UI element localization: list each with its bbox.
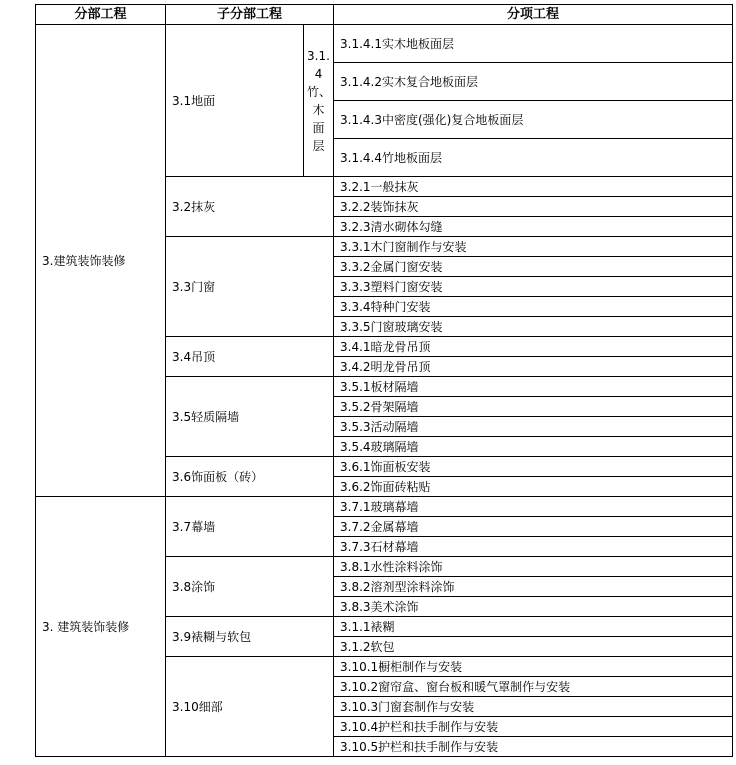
division-cell: 3. 建筑装饰装修 — [36, 497, 166, 757]
item-cell: 3.1.4.2实木复合地板面层 — [334, 63, 733, 101]
item-cell: 3.2.1一般抹灰 — [334, 177, 733, 197]
header-item: 分项工程 — [334, 5, 733, 25]
item-cell: 3.8.1水性涂料涂饰 — [334, 557, 733, 577]
subdivision-cell: 3.6饰面板（砖） — [166, 457, 334, 497]
item-cell: 3.5.3活动隔墙 — [334, 417, 733, 437]
item-cell: 3.3.1木门窗制作与安装 — [334, 237, 733, 257]
item-cell: 3.4.2明龙骨吊顶 — [334, 357, 733, 377]
item-cell: 3.7.3石材幕墙 — [334, 537, 733, 557]
table-row — [36, 497, 733, 517]
subdivision-cell: 3.4吊顶 — [166, 337, 334, 377]
item-cell: 3.7.2金属幕墙 — [334, 517, 733, 537]
item-cell: 3.5.4玻璃隔墙 — [334, 437, 733, 457]
item-cell: 3.8.2溶剂型涂料涂饰 — [334, 577, 733, 597]
subdivision-cell: 3.2抹灰 — [166, 177, 334, 237]
item-cell: 3.5.2骨架隔墙 — [334, 397, 733, 417]
subdivision-cell: 3.9裱糊与软包 — [166, 617, 334, 657]
item-cell: 3.3.5门窗玻璃安装 — [334, 317, 733, 337]
table-body — [36, 5, 733, 757]
item-cell: 3.5.1板材隔墙 — [334, 377, 733, 397]
item-cell: 3.4.1暗龙骨吊顶 — [334, 337, 733, 357]
item-cell: 3.10.3门窗套制作与安装 — [334, 697, 733, 717]
item-cell: 3.1.4.4竹地板面层 — [334, 139, 733, 177]
item-cell: 3.1.2软包 — [334, 637, 733, 657]
sub-subdivision-cell: 3.1.4竹、木面层 — [304, 25, 334, 177]
item-cell: 3.1.1裱糊 — [334, 617, 733, 637]
subdivision-cell: 3.10细部 — [166, 657, 334, 757]
subdivision-cell: 3.8涂饰 — [166, 557, 334, 617]
item-cell: 3.8.3美术涂饰 — [334, 597, 733, 617]
item-cell: 3.6.1饰面板安装 — [334, 457, 733, 477]
item-cell: 3.3.4特种门安装 — [334, 297, 733, 317]
item-cell: 3.7.1玻璃幕墙 — [334, 497, 733, 517]
item-cell: 3.10.4护栏和扶手制作与安装 — [334, 717, 733, 737]
division-table — [35, 4, 733, 757]
item-cell: 3.1.4.1实木地板面层 — [334, 25, 733, 63]
header-division: 分部工程 — [36, 5, 166, 25]
subdivision-cell: 3.5轻质隔墙 — [166, 377, 334, 457]
item-cell: 3.10.2窗帘盒、窗台板和暖气罩制作与安装 — [334, 677, 733, 697]
item-cell: 3.2.2装饰抹灰 — [334, 197, 733, 217]
subdivision-cell: 3.3门窗 — [166, 237, 334, 337]
item-cell: 3.10.5护栏和扶手制作与安装 — [334, 737, 733, 757]
item-cell: 3.3.2金属门窗安装 — [334, 257, 733, 277]
item-cell: 3.10.1橱柜制作与安装 — [334, 657, 733, 677]
header-subdivision: 子分部工程 — [166, 5, 334, 25]
table-row — [36, 25, 733, 63]
subdivision-cell: 3.1地面 — [166, 25, 304, 177]
header-row — [36, 5, 733, 25]
item-cell: 3.2.3清水砌体勾缝 — [334, 217, 733, 237]
item-cell: 3.3.3塑料门窗安装 — [334, 277, 733, 297]
subdivision-cell: 3.7幕墙 — [166, 497, 334, 557]
division-cell: 3.建筑装饰装修 — [36, 25, 166, 497]
item-cell: 3.1.4.3中密度(强化)复合地板面层 — [334, 101, 733, 139]
item-cell: 3.6.2饰面砖粘贴 — [334, 477, 733, 497]
